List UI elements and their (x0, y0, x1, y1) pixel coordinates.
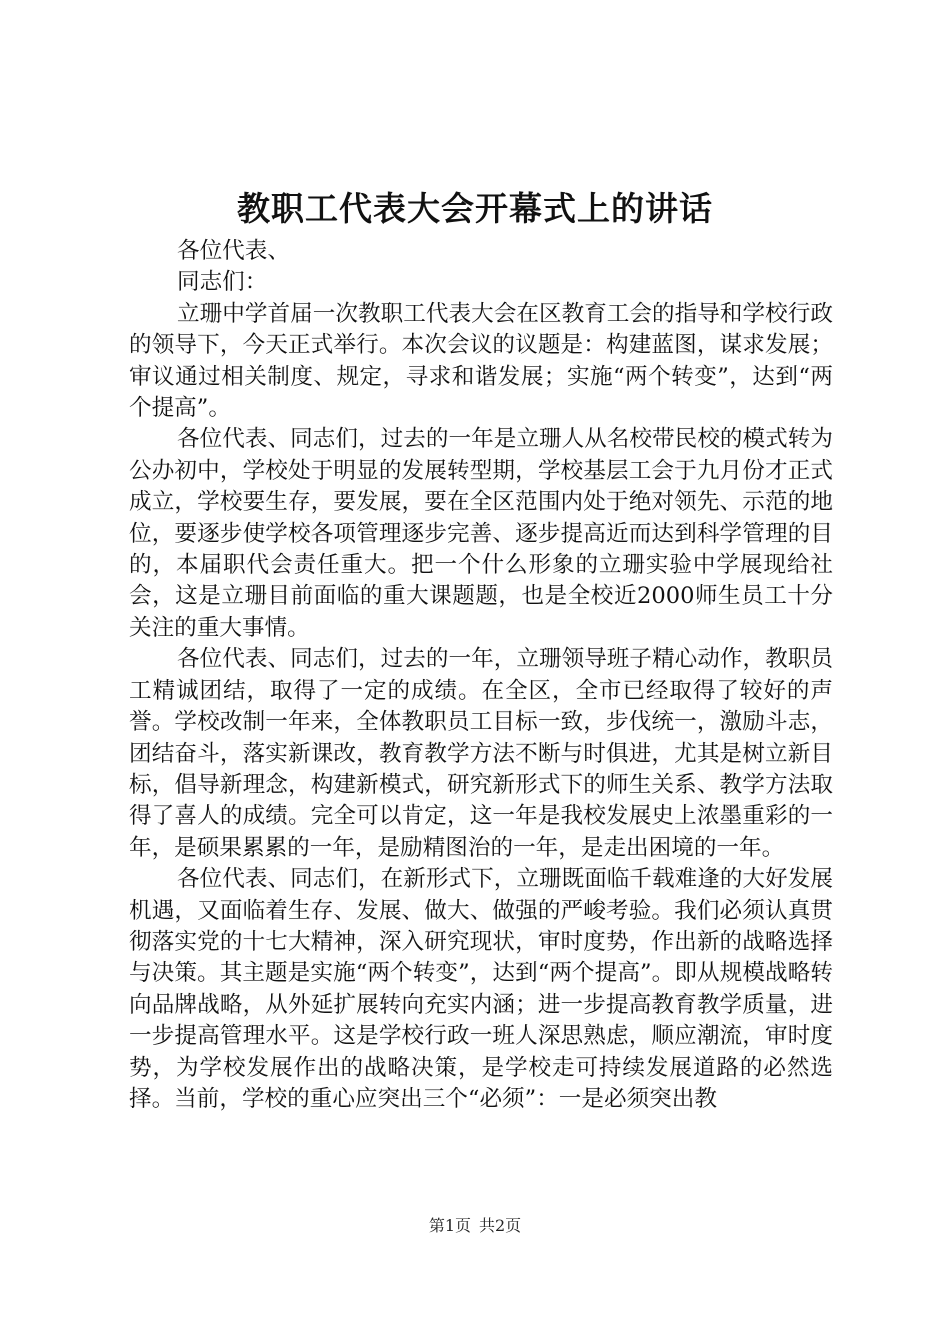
body-paragraph: 各位代表、同志们，过去的一年是立珊人从名校带民校的模式转为公办初中，学校处于明显的发展转型期，学校基层工会于九月份才正式成立，学校要生存，要发展，要在全区范围内处于绝对领先、示范的地位，要逐步使学校各项管理逐步完善、逐步提高近而达到科学管理的目的，本届职代会责任重大。把一个什么形象的立珊实验中学展现给社会，这是立珊目前面临的重大课题题，也是全校近2000师生员工十分关注的重大事情。 (129, 426, 833, 641)
page-total: 共2页 (479, 1216, 522, 1235)
document-body (129, 236, 833, 1115)
page-number: 第1页 (428, 1216, 471, 1235)
salutation-line: 各位代表、 (177, 238, 290, 264)
body-paragraph: 各位代表、同志们，过去的一年，立珊领导班子精心动作，教职员工精诚团结，取得了一定的成绩。在全区，全市已经取得了较好的声誉。学校改制一年来，全体教职员工目标一致，步伐统一，激励斗志，团结奋斗，落实新课改，教育教学方法不断与时俱进，尤其是树立新目标，倡导新理念，构建新模式，研究新形式下的师生关系、教学方法取得了喜人的成绩。完全可以肯定，这一年是我校发展史上浓墨重彩的一年，是硕果累累的一年，是励精图治的一年，是走出困境的一年。 (129, 646, 833, 861)
document-title: 教职工代表大会开幕式上的讲话 (237, 189, 713, 228)
page-footer (0, 1215, 950, 1237)
body-paragraph: 各位代表、同志们，在新形式下，立珊既面临千载难逢的大好发展机遇，又面临着生存、发展、做大、做强的严峻考验。我们必须认真贯彻落实党的十七大精神，深入研究现状，审时度势，作出新的战略选择与决策。其主题是实施“两个转变”，达到“两个提高”。即从规模战略转向品牌战略，从外延扩展转向充实内涵；进一步提高教育教学质量，进一步提高管理水平。这是学校行政一班人深思熟虑，顺应潮流，审时度势，为学校发展作出的战略决策，是学校走可持续发展道路的必然选择。当前，学校的重心应突出三个“必须”：一是必须突出教 (129, 866, 833, 1112)
body-paragraph: 立珊中学首届一次教职工代表大会在区教育工会的指导和学校行政的领导下，今天正式举行。本次会议的议题是：构建蓝图，谋求发展；审议通过相关制度、规定，寻求和谐发展；实施“两个转变”，达到“两个提高”。 (129, 300, 833, 422)
salutation-line: 同志们： (177, 269, 268, 296)
